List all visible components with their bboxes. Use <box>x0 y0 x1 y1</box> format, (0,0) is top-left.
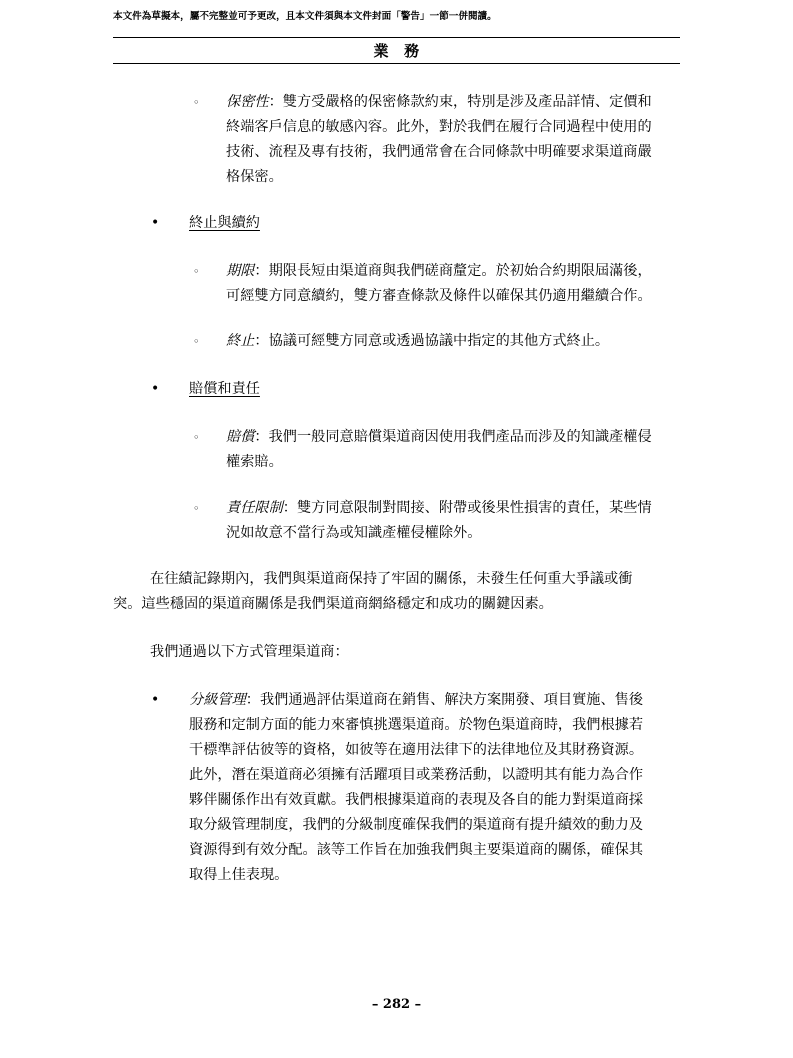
confidentiality-term: 保密性 <box>226 94 269 110</box>
tiered-term: 分級管理 <box>189 692 246 708</box>
text-line: 此外，潛在渠道商必須擁有活躍項目或業務活動，以證明其有能力為合作 <box>189 767 644 783</box>
bullet-marker: • <box>151 692 160 708</box>
indemnity-heading: 賠償和責任 <box>189 381 260 397</box>
indemnity-item <box>226 425 680 475</box>
duration-term: 期限 <box>226 263 255 279</box>
indemnity-term: 賠償 <box>226 429 255 445</box>
text-line: 在往績記錄期內，我們與渠道商保持了牢固的關係，未發生任何重大爭議或衝 <box>150 571 633 587</box>
text-line: 技術、流程及專有技術，我們通常會在合同條款中明確要求渠道商嚴 <box>226 144 652 160</box>
termination-term: 終止 <box>226 333 255 349</box>
sub-bullet-marker: ◦ <box>193 265 200 278</box>
bullet-marker: • <box>151 381 160 397</box>
header-rule-top <box>113 37 680 38</box>
text-line: ：我們通過評估渠道商在銷售、解決方案開發、項目實施、售後 <box>245 692 644 708</box>
sub-bullet-marker: ◦ <box>193 431 200 444</box>
draft-warning: 本文件為草擬本，屬不完整並可予更改，且本文件須與本文件封面「警告」一節一併閱讀。 <box>113 11 497 22</box>
page-number: – 282 – <box>371 997 422 1012</box>
relationship-paragraph <box>113 567 680 617</box>
text-line: 夥伴關係作出有效貢獻。我們根據渠道商的表現及各自的能力對渠道商採 <box>189 792 644 808</box>
text-line: ：協議可經雙方同意或透過協議中指定的其他方式終止。 <box>254 333 610 349</box>
text-line: 取分級管理制度，我們的分級制度確保我們的渠道商有提升績效的動力及 <box>189 817 644 833</box>
section-title: 業 務 <box>373 42 420 60</box>
text-line: 干標準評估彼等的資格，如彼等在適用法律下的法律地位及其財務資源。 <box>189 742 644 758</box>
sub-bullet-marker: ◦ <box>193 335 200 348</box>
text-line: ：雙方受嚴格的保密條款約束，特別是涉及產品詳情、定價和 <box>268 94 652 110</box>
text-line: 終端客戶信息的敏感內容。此外，對於我們在履行合同過程中使用的 <box>226 119 652 135</box>
text-line: ：我們一般同意賠償渠道商因使用我們產品而涉及的知識產權侵 <box>254 429 652 445</box>
text-line: 資源得到有效分配。該等工作旨在加強我們與主要渠道商的關係，確保其 <box>189 842 644 858</box>
management-intro: 我們通過以下方式管理渠道商： <box>150 644 349 660</box>
confidentiality-item <box>226 90 680 190</box>
tiered-management-item <box>189 688 680 888</box>
liability-term: 責任限制 <box>226 500 283 516</box>
liability-item <box>226 496 680 546</box>
text-line: 服務和定制方面的能力來審慎挑選渠道商。於物色渠道商時，我們根據若 <box>189 717 644 733</box>
text-line: 況如故意不當行為或知識產權侵權除外。 <box>226 525 482 541</box>
text-line: ：雙方同意限制對間接、附帶或後果性損害的責任，某些情 <box>282 500 652 516</box>
text-line: 權索賠。 <box>226 454 283 470</box>
text-line: 突。這些穩固的渠道商關係是我們渠道商網絡穩定和成功的關鍵因素。 <box>113 596 553 612</box>
text-line: 格保密。 <box>226 169 283 185</box>
sub-bullet-marker: ◦ <box>193 502 200 515</box>
termination-heading: 終止與續約 <box>189 215 260 231</box>
header-rule-bottom <box>113 63 680 64</box>
duration-item <box>226 259 680 309</box>
text-line: 取得上佳表現。 <box>189 867 289 883</box>
text-line: 可經雙方同意續約，雙方審查條款及條件以確保其仍適用繼續合作。 <box>226 288 652 304</box>
bullet-marker: • <box>151 215 160 231</box>
sub-bullet-marker: ◦ <box>193 96 200 109</box>
termination-item <box>226 329 680 354</box>
text-line: ：期限長短由渠道商與我們磋商釐定。於初始合約期限屆滿後， <box>254 263 652 279</box>
